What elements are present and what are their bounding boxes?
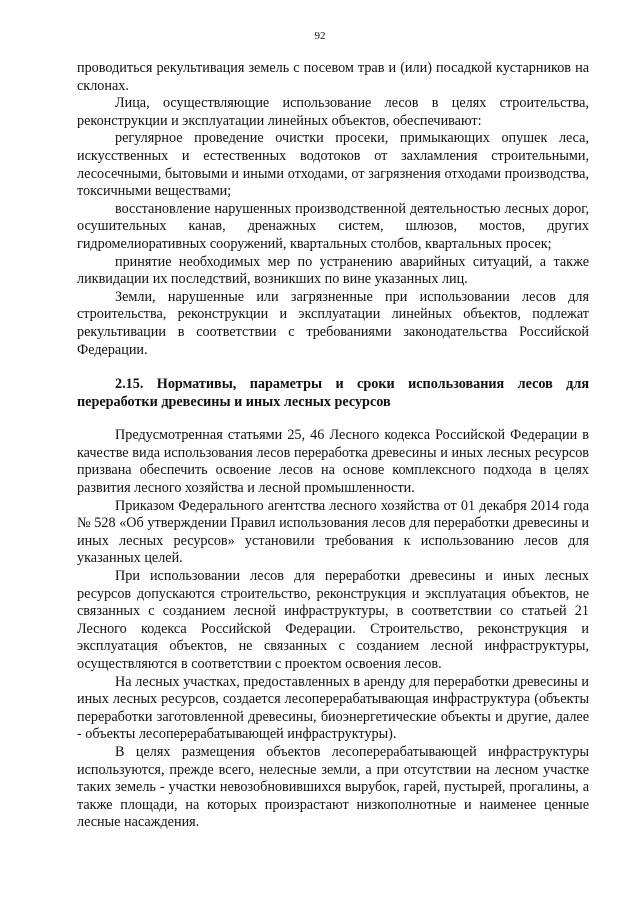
paragraph: Приказом Федерального агентства лесного хозяйства от 01 декабря 2014 года № 528 «Об утверждении Правил использования лесов для переработки древесины и иных лесных ресурсов» установили требования к использованию лесов для указанных целей. xyxy=(77,497,589,567)
section-heading: 2.15. Нормативы, параметры и сроки использования лесов для переработки древесины и иных лесных ресурсов xyxy=(77,376,589,410)
paragraph: Предусмотренная статьями 25, 46 Лесного кодекса Российской Федерации в качестве вида использования лесов переработка древесины и иных лесных ресурсов призвана обеспечить освоение лесов на основе комплексного подхода в целях развития лесного хозяйства и лесной промышленности. xyxy=(77,427,589,497)
page-number: 92 xyxy=(314,30,326,42)
paragraph-continuation: проводиться рекультивация земель с посевом трав и (или) посадкой кустарников на склонах. xyxy=(77,60,589,94)
document-body xyxy=(77,60,589,832)
paragraph: восстановление нарушенных производственной деятельностью лесных дорог, осушительных канав, дренажных систем, шлюзов, мостов, других гидромелиоративных сооружений, квартальных столбов, квартальных просек; xyxy=(77,200,589,252)
paragraph: При использовании лесов для переработки древесины и иных лесных ресурсов допускаются строительство, реконструкция и эксплуатация объектов, не связанных с созданием лесной инфраструктуры, в соответствии со статьей 21 Лесного кодекса Российской Федерации. Строительство, реконструкция и эксплуатация объектов, не связанных с созданием лесной инфраструктуры, осуществляются в соответствии с проектом освоения лесов. xyxy=(77,568,589,672)
paragraph: На лесных участках, предоставленных в аренду для переработки древесины и иных лесных ресурсов, создается лесоперерабатывающая инфраструктура (объекты переработки заготовленной древесины, биоэнергетические объекты и другие, далее - объекты лесоперерабатывающей инфраструктуры). xyxy=(77,673,589,743)
paragraph: В целях размещения объектов лесоперерабатывающей инфраструктуры используются, прежде всего, нелесные земли, а при отсутствии на лесном участке таких земель - участки невозобновившихся вырубок, гарей, пустырей, прогалины, а также площади, на которых произрастают низкополнотные и наименее ценные лесные насаждения. xyxy=(77,743,589,831)
paragraph: Земли, нарушенные или загрязненные при использовании лесов для строительства, реконструкции и эксплуатации линейных объектов, подлежат рекультивации в соответствии с требованиями законодательства Российской Федерации. xyxy=(77,288,589,358)
paragraph: регулярное проведение очистки просеки, примыкающих опушек леса, искусственных и естественных водотоков от захламления строительными, лесосечными, бытовыми и иными отходами, от загрязнения отходами производства, токсичными веществами; xyxy=(77,130,589,200)
paragraph: Лица, осуществляющие использование лесов в целях строительства, реконструкции и эксплуатации линейных объектов, обеспечивают: xyxy=(77,95,589,129)
paragraph: принятие необходимых мер по устранению аварийных ситуаций, а также ликвидации их последствий, возникших по вине указанных лиц. xyxy=(77,253,589,288)
